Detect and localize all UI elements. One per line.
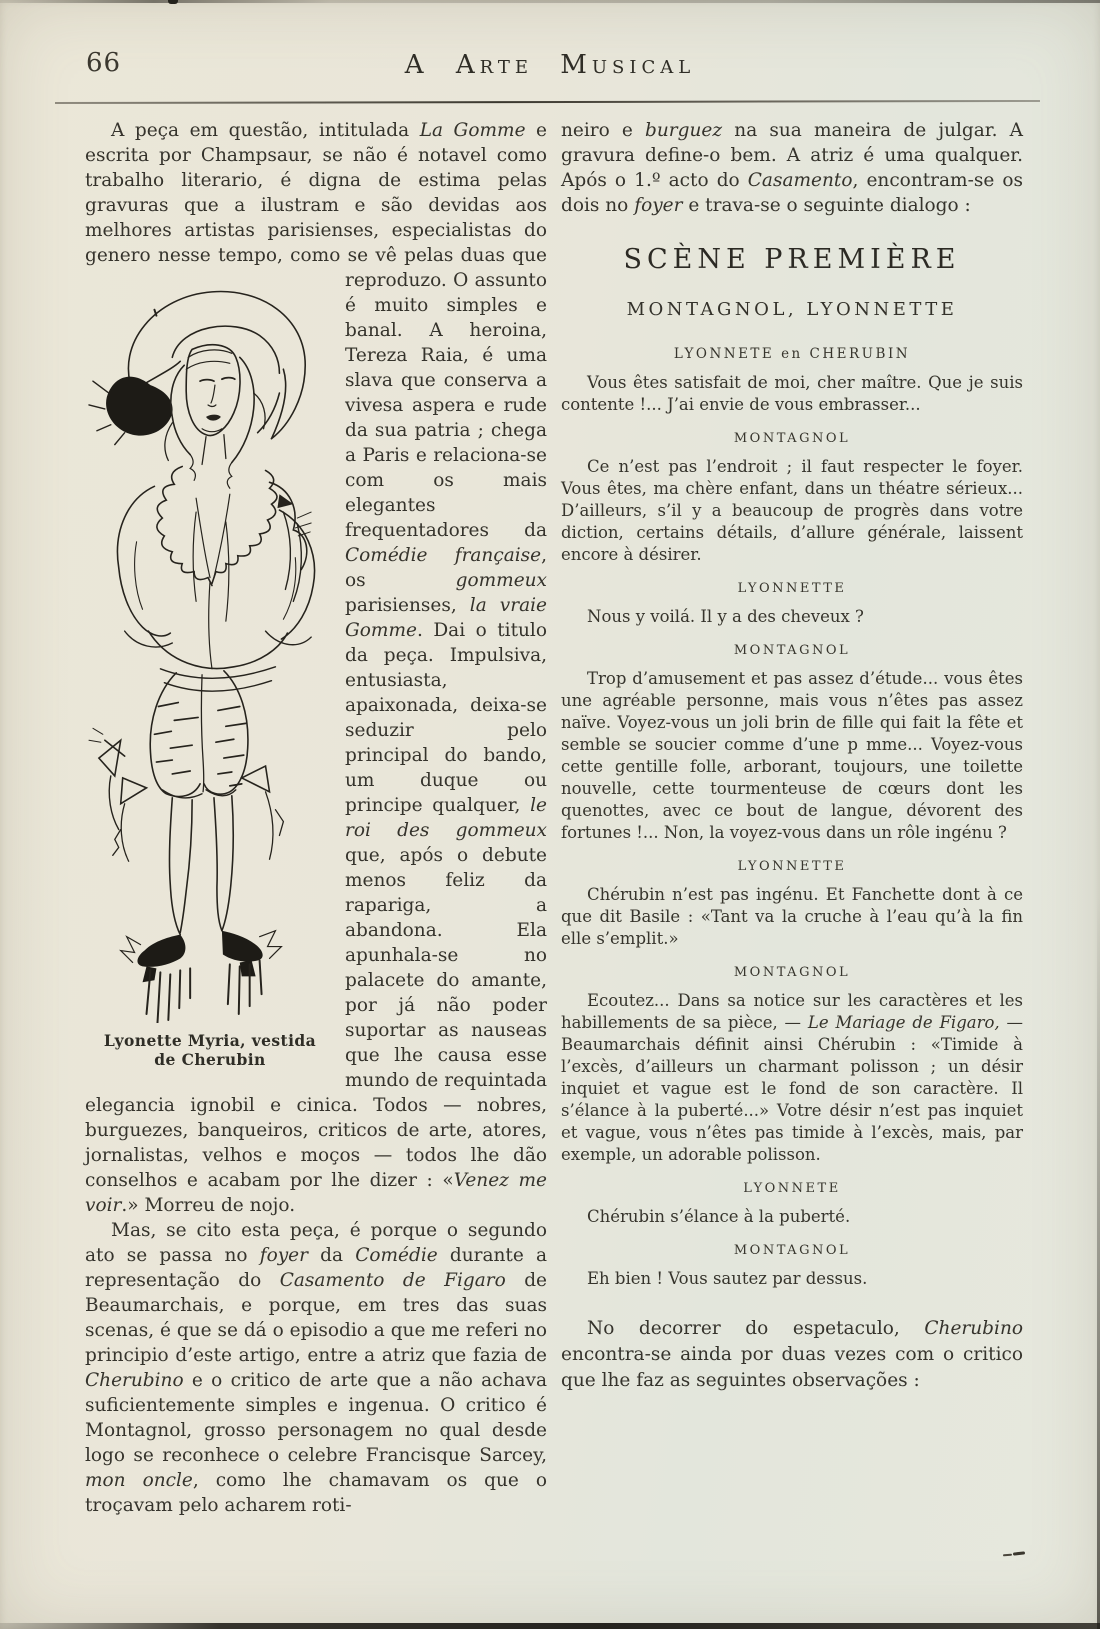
- scene-stage-note: LYONNETE en CHERUBIN: [673, 346, 911, 362]
- dialogue-speaker-label: MONTAGNOL: [733, 965, 851, 980]
- dialogue-speech: [561, 965, 1023, 1166]
- dialogue-speech: [561, 1243, 1023, 1290]
- dialogue-speech: [561, 1181, 1023, 1228]
- dialogue-text: Nous y voilá. Il y a des cheveux ?: [587, 607, 864, 626]
- masthead-title: A Arte Musical: [404, 50, 696, 80]
- stray-ink-mark: [1003, 1550, 1029, 1558]
- right-column: [561, 118, 1023, 1518]
- scene-heading: SCÈNE PREMIÈRE: [623, 244, 961, 275]
- dialogue-text: Chérubin s’élance à la puberté.: [587, 1207, 851, 1226]
- dialogue-speaker-label: MONTAGNOL: [733, 643, 851, 658]
- dialogue-speech: [561, 643, 1023, 844]
- dialogue-text: Chérubin n’est pas ingénu. Et Fanchette dont à ce que dit Basile : «Tant va la cruche à l’eau qu’à la fin elle s’emplit.»: [561, 885, 1023, 948]
- dialogue-text: Vous êtes satisfait de moi, cher maître. Que je suis contente !... J’ai envie de vous embrasser...: [561, 373, 1023, 414]
- article-columns: [85, 118, 1023, 1518]
- article-paragraph-2: Mas, se cito esta peça, é porque o segundo ato se passa no foyer da Comédie durante a representação do Casamento de Figaro de Beaumarchais, e porque, em tres das suas scenas, é que se dá o episodio a que me referi no principio d’este artigo, entre a atriz que fazia de Cherubino e o critico de arte que a não achava suficientemente simples e ingenua. O critico é Montagnol, grosso personagem no qual desde logo se reconhece o celebre Francisque Sarcey, mon oncle, como lhe chamavam os que o troçavam pelo acharem roti-: [85, 1220, 548, 1516]
- dialogue-speech: [561, 859, 1023, 950]
- lyonette-illustration: [85, 274, 333, 1023]
- dialogue-speaker-label: LYONNETTE: [737, 581, 847, 596]
- dialogue-speech: [561, 372, 1023, 416]
- figure-caption: [85, 1031, 335, 1069]
- dialogue-speech: [561, 431, 1023, 566]
- figure-lyonette: [85, 274, 335, 1069]
- paragraph-text: assunto é muito simples e banal. A heroina, Tereza Raia, é uma slava que conserva a vivesa aspera e rude da sua patria ; chega a Paris e relaciona-se com os mais elegantes frequentadores da Comédie française, os gommeux parisienses, la vraie Gomme. Dai o titulo da peça. Impulsiva, entusiasta, apaixonada, deixa-se seduzir pelo principal do bando, um duque ou principe qualquer, le roi des gommeux que, após o debute menos feliz da rapariga, a abandona. Ela apunhala-se no palacete do amante, por já não poder suportar as nauseas que lhe causa esse mundo de requintada elegancia ignobil e cinica. Todos — nobres, burguezes, banqueiros, criticos de arte, atores, jornalistas, velhos e moços — todos lhe dão conselhos e acabam por lhe dizer : «Venez me voir.» Morreu de nojo.: [85, 270, 547, 1216]
- dialogue-speaker-label: LYONNETE: [743, 1181, 841, 1196]
- dialogue-text: Eh bien ! Vous sautez par dessus.: [587, 1269, 868, 1288]
- article-paragraph-1: [85, 118, 547, 1218]
- dialogue-text: Trop d’amusement et pas assez d’étude... vous êtes une agréable personne, mais vous n’êtes pas assez naïve. Voyez-vous un joli brin de fille qui fait la fête et semble se soucier comme d’une p mme... Voyez-vous cette gentille folle, arborant, toujours, une toilette nouvelle, cette tourmenteuse de cœurs dont les quenottes, avec ce bout de langue, dévorent des fortunes !... Non, la voyez-vous dans un rôle ingénu ?: [561, 669, 1023, 842]
- article-paragraph-3: neiro e burguez na sua maneira de julgar. A gravura define-o bem. A atriz é uma qualquer. Após o 1.º acto do Casamento, encontram-se os dois no foyer e trava-se o seguinte dialogo :: [561, 120, 1024, 216]
- figure-caption-line2: de Cherubin: [154, 1049, 266, 1069]
- paragraph-text: A peça em questão, intitulada La Gomme e escrita por Champsaur, se não é notavel como trabalho literario, é digna de estima pelas gravuras que a ilustram e são devidas aos melhores artistas parisienses, especialistas do genero nesse tempo, como se vê pelas duas que reproduzo. O: [85, 120, 547, 291]
- dialogue-speaker-label: MONTAGNOL: [733, 1243, 851, 1258]
- dialogue-text: Ce n’est pas l’endroit ; il faut respecter le foyer. Vous êtes, ma chère enfant, dans un théatre sérieux... D’ailleurs, s’il y a beaucoup de progrès dans votre diction, certains détails, d’allure générale, laissent encore à désirer.: [561, 457, 1023, 564]
- figure-caption-line1: Lyonette Myria, vestida: [103, 1030, 317, 1050]
- closing-paragraph: No decorrer do espetaculo, Cherubino encontra-se ainda por duas vezes com o critico que lhe faz as seguintes observações :: [561, 1318, 1023, 1391]
- page-header: [0, 0, 1100, 100]
- left-column: [85, 118, 547, 1518]
- scan-edge-bottom: [0, 1623, 1100, 1629]
- dialogue-text: Ecoutez... Dans sa notice sur les caractères et les habillements de sa pièce, — Le Mariage de Figaro, — Beaumarchais définit ainsi Chérubin : «Timide à l’excès, d’ailleurs un charmant polisson ; un désir inquiet et vague est le fond de son caractère. Il s’élance à la puberté...» Votre désir n’est pas inquiet et vague, vous n’êtes pas timide à l’excès, mais, par exemple, un adorable polisson.: [561, 991, 1023, 1164]
- dialogue-speech: [561, 581, 1023, 628]
- dialogue-speaker-label: MONTAGNOL: [733, 431, 851, 446]
- scene-characters: MONTAGNOL, LYONNETTE: [626, 299, 958, 320]
- page-number: 66: [86, 48, 122, 78]
- header-rule: [55, 100, 1040, 104]
- dialogue-speaker-label: LYONNETTE: [737, 859, 847, 874]
